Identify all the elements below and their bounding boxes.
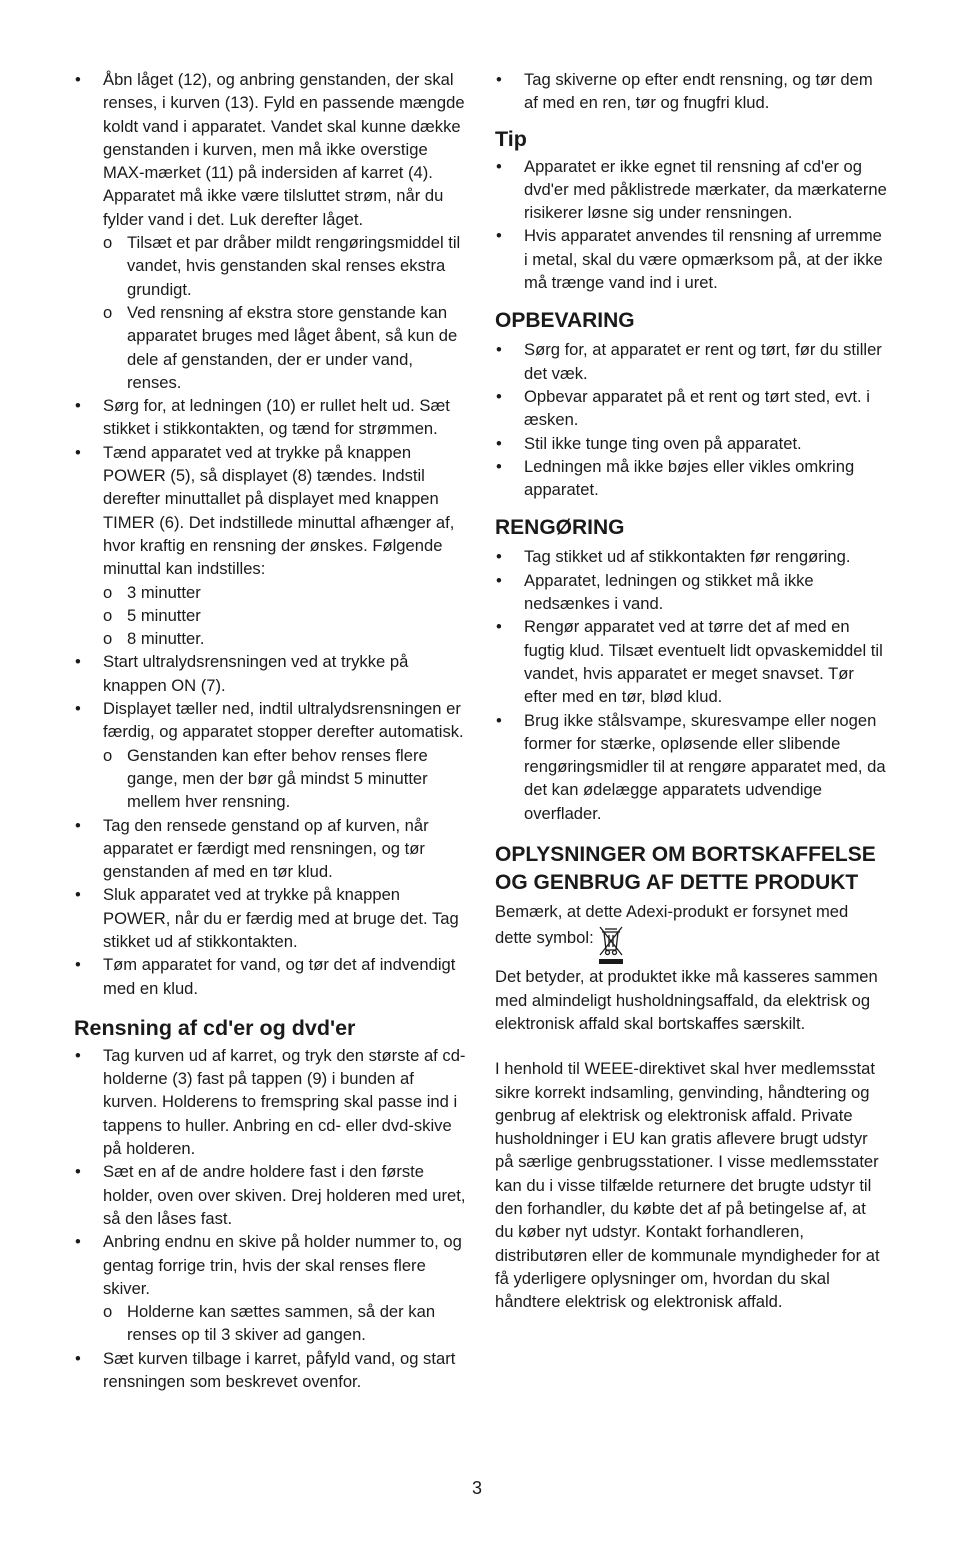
list-item: • Ledningen må ikke bøjes eller vikles omkring apparatet. [495,455,887,502]
symbol-intro-text: Bemærk, at dette Adexi-produkt er forsynet med dette symbol: [495,900,887,965]
sub-list-item: o Holderne kan sættes sammen, så der kan renses op til 3 skiver ad gangen. [103,1300,466,1347]
list-item: • Tag skiverne op efter endt rensning, og tør dem af med en ren, tør og fnugfri klud. [495,68,887,115]
sub-list [103,744,466,814]
sub-list-item: o 5 minutter [103,604,466,627]
list-item: • Anbring endnu en skive på holder nummer to, og gentag forrige trin, hvis der skal renses flere skiver. o Holderne kan sættes sammen, så der kan renses op til 3 skiver ad gangen. [74,1230,466,1346]
list-item: • Sørg for, at ledningen (10) er rullet helt ud. Sæt stikket i stikkontakten, og tænd for strømmen. [74,394,466,441]
sub-list-item: o 3 minutter [103,581,466,604]
page-number: 3 [471,1478,482,1498]
list-item: • Sæt en af de andre holdere fast i den første holder, oven over skiven. Drej holderen med uret, så den låses fast. [74,1160,466,1230]
storage-section [495,307,887,501]
tip-list [495,155,887,295]
cd-steps-list [74,1044,466,1393]
crossed-out-wheelie-bin-icon [598,923,624,965]
disc-steps-list [495,68,887,115]
list-item: • Stil ikke tunge ting oven på apparatet. [495,432,887,455]
usage-steps-list [74,68,466,1000]
cd-cleaning-section [74,1015,466,1393]
list-item: • Sørg for, at apparatet er rent og tørt, før du stiller det væk. [495,338,887,385]
weee-paragraph: I henhold til WEEE-direktivet skal hver medlemsstat sikre korrekt indsamling, genvinding, håndtering og genbrug af elektrisk og elektronisk affald. Private husholdninger i EU kan gratis aflevere brugt udstyr på særlige genbrugsstationer. I visse medlemsstater kan du i visse tilfælde returnere det brugte udstyr til den forhandler, du købte det af på betingelse af, at du køber nyt udstyr. Kontakt forhandleren, distributøren eller de kommunale myndigheder for at få yderligere oplysninger om, hvordan du skal håndtere elektrisk og elektronisk affald. [495,1059,880,1312]
sub-list-item: o Ved rensning af ekstra store genstande kan apparatet bruges med låget åbent, så kun de dele af genstanden, der er under vand, renses. [103,301,466,394]
list-item: • Displayet tæller ned, indtil ultralydsrensningen er færdig, og apparatet stopper derefter automatisk. o Genstanden kan efter behov renses flere gange, men der bør gå mindst 5 minutter mellem hver rensning. [74,697,466,813]
list-item: • Rengør apparatet ved at tørre det af med en fugtig klud. Tilsæt eventuelt lidt opvaskemiddel til vandet, hvis apparatet er meget snavset. Tør efter med en tør, blød klud. [495,615,887,708]
cleaning-section [495,514,887,825]
list-item: • Start ultralydsrensningen ved at trykke på knappen ON (7). [74,650,466,697]
list-item: • Apparatet, ledningen og stikket må ikke nedsænkes i vand. [495,569,887,616]
list-item: • Sæt kurven tilbage i karret, påfyld vand, og start rensningen som beskrevet ovenfor. [74,1347,466,1394]
right-column [495,68,887,1313]
list-item: • Hvis apparatet anvendes til rensning af urremme i metal, skal du være opmærksom på, at der ikke må trænge vand ind i uret. [495,224,887,294]
sub-list [103,1300,466,1347]
section-heading-cd-cleaning: Rensning af cd'er og dvd'er [74,1015,356,1040]
list-item: • Sluk apparatet ved at trykke på knappen POWER, når du er færdig med at bruge det. Tag stikket ud af stikkontakten. [74,883,466,953]
section-heading-disposal: OPLYSNINGER OM BORTSKAFFELSE OG GENBRUG AF DETTE PRODUKT [495,843,876,895]
list-item: • Tøm apparatet for vand, og tør det af indvendigt med en klud. [74,953,466,1000]
list-item: • Tænd apparatet ved at trykke på knappen POWER (5), så displayet (8) tændes. Indstil derefter minuttallet på displayet med knappen TIMER (6). Det indstillede minuttal afhænger af, hvor kraftig en rensning der ønskes. Følgende minuttal kan indstilles: o 3 minutter o 5 minutter o 8 minutter. [74,441,466,651]
disposal-section [495,841,887,1313]
sub-list-item: o 8 minutter. [103,627,466,650]
sub-list [103,581,466,651]
section-heading-tip: Tip [495,126,527,151]
list-item: • Opbevar apparatet på et rent og tørt sted, evt. i æsken. [495,385,887,432]
list-item: • Brug ikke stålsvampe, skuresvampe eller nogen former for stærke, opløsende eller slibende rengøringsmidler til at rengøre apparatet med, da det kan ødelægge apparatets udvendige overflader. [495,709,887,825]
sub-list [103,231,466,394]
tip-section [495,126,887,295]
left-column [74,68,466,1393]
cleaning-list [495,545,887,825]
section-heading-storage: OPBEVARING [495,309,635,333]
list-item: • Tag stikket ud af stikkontakten før rengøring. [495,545,887,568]
sub-list-item: o Tilsæt et par dråber mildt rengøringsmiddel til vandet, hvis genstanden skal renses ekstra grundigt. [103,231,466,301]
storage-list [495,338,887,501]
list-item: • Tag den rensede genstand op af kurven, når apparatet er færdigt med rensningen, og tør genstanden af med en tør klud. [74,814,466,884]
list-item: • Apparatet er ikke egnet til rensning af cd'er og dvd'er med påklistrede mærkater, da mærkaterne risikerer løsne sig under rensningen. [495,155,887,225]
list-item: • Åbn låget (12), og anbring genstanden, der skal renses, i kurven (13). Fyld en passende mængde koldt vand i apparatet. Vandet skal kunne dække genstanden i kurven, men må ikke overstige MAX-mærket (11) på indersiden af karret (4). Apparatet må ikke være tilsluttet strøm, når du fylder vand i det. Luk derefter låget. o Tilsæt et par dråber mildt rengøringsmiddel til vandet, hvis genstanden skal renses ekstra grundigt. o Ved rensning af ekstra store genstande kan apparatet bruges med låget åbent, så kun de dele af genstanden, der er under vand, renses. [74,68,466,394]
disposal-paragraph: Det betyder, at produktet ikke må kasseres sammen med almindeligt husholdningsaffald, da elektrisk og elektronisk affald skal bortskaffes særskilt. [495,967,878,1033]
sub-list-item: o Genstanden kan efter behov renses flere gange, men der bør gå mindst 5 minutter mellem hver rensning. [103,744,466,814]
section-heading-cleaning: RENGØRING [495,516,625,540]
list-item: • Tag kurven ud af karret, og tryk den største af cd-holderne (3) fast på tappen (9) i bunden af kurven. Holderens to fremspring skal passe ind i tappens to huller. Anbring en cd- eller dvd-skive på holderen. [74,1044,466,1160]
